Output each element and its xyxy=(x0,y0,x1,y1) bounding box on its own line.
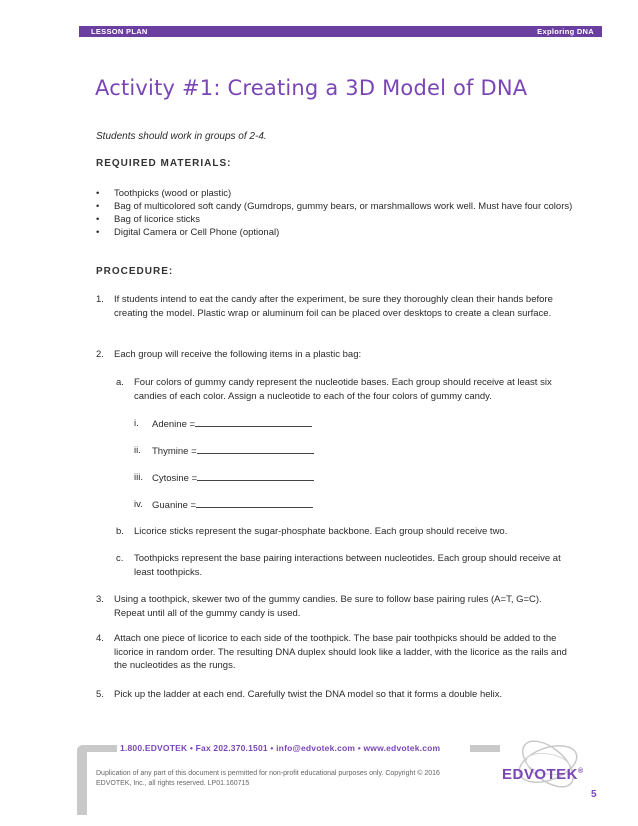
procedure-substep xyxy=(116,376,574,403)
step-text: Attach one piece of licorice to each side of the toothpick. The base pair toothpicks should be added to the licorice in random order. The resulting DNA duplex should look like a ladder, with the licorice as the rails and the nucleotides as the rungs. xyxy=(114,633,567,671)
base-assignment xyxy=(134,417,434,432)
base-label: Adenine = xyxy=(152,419,196,430)
base-numeral: iii. xyxy=(134,472,143,483)
copyright-notice xyxy=(96,769,456,789)
step-text: Using a toothpick, skewer two of the gummy candies. Be sure to follow base pairing rules (A=T, G=C). Repeat until all of the gummy candy is used. xyxy=(114,594,542,619)
step-text: Each group will receive the following items in a plastic bag: xyxy=(114,349,362,360)
header-topic-label: Exploring DNA xyxy=(537,27,594,36)
footer-bracket xyxy=(77,745,87,815)
procedure-step xyxy=(96,593,574,620)
step-number: 2. xyxy=(96,349,104,360)
copyright-line: EDVOTEK, Inc., all rights reserved. LP01.160715 xyxy=(96,780,250,787)
header-bar xyxy=(79,26,602,37)
registered-mark: ® xyxy=(578,768,584,775)
base-numeral: iv. xyxy=(134,499,143,510)
step-number: 1. xyxy=(96,294,104,305)
step-text: Pick up the ladder at each end. Carefully twist the DNA model so that it forms a double helix. xyxy=(114,689,503,700)
base-numeral: i. xyxy=(134,418,139,429)
procedure-substep xyxy=(116,552,574,579)
procedure-step xyxy=(96,348,574,362)
header-section-label: LESSON PLAN xyxy=(91,27,148,36)
substep-text: Four colors of gummy candy represent the nucleotide bases. Each group should receive at least six candies of each color. Assign a nucleotide to each of the four colors of gummy candy. xyxy=(134,377,552,402)
footer-divider xyxy=(77,745,117,752)
procedure-heading: PROCEDURE: xyxy=(96,266,174,277)
logo-text: EDVOTEK xyxy=(502,766,579,783)
substep-text: Toothpicks represent the base pairing interactions between nucleotides. Each group should receive at least toothpicks. xyxy=(134,553,561,578)
base-label: Thymine = xyxy=(152,446,197,457)
substep-letter: a. xyxy=(116,377,124,388)
step-number: 4. xyxy=(96,633,104,644)
materials-heading: REQUIRED MATERIALS: xyxy=(96,158,232,169)
footer-divider xyxy=(470,745,500,752)
contact-info: 1.800.EDVOTEK • Fax 202.370.1501 • info@edvotek.com • www.edvotek.com xyxy=(120,743,441,753)
base-assignment xyxy=(134,444,434,459)
page-title: Activity #1: Creating a 3D Model of DNA xyxy=(95,76,528,100)
substep-letter: c. xyxy=(116,553,124,564)
materials-list xyxy=(96,187,574,239)
base-numeral: ii. xyxy=(134,445,141,456)
base-assignment xyxy=(134,471,434,486)
list-item: • Bag of licorice sticks xyxy=(96,213,574,226)
page-number: 5 xyxy=(591,789,597,800)
blank-line xyxy=(195,417,312,427)
list-item: • Toothpicks (wood or plastic) xyxy=(96,187,574,200)
base-label: Guanine = xyxy=(152,500,197,511)
procedure-step xyxy=(96,293,574,320)
procedure-step xyxy=(96,688,574,702)
logo-wordmark xyxy=(502,766,584,783)
step-number: 5. xyxy=(96,689,104,700)
substep-text: Licorice sticks represent the sugar-phosphate backbone. Each group should receive two. xyxy=(134,526,508,537)
procedure-step xyxy=(96,632,574,673)
base-label: Cytosine = xyxy=(152,473,198,484)
copyright-line: Duplication of any part of this document is permitted for non-profit educational purposes only. Copyright © 2016 xyxy=(96,770,440,777)
blank-line xyxy=(196,498,313,508)
step-number: 3. xyxy=(96,594,104,605)
base-assignment xyxy=(134,498,434,513)
step-text: If students intend to eat the candy after the experiment, be sure they thoroughly clean their hands before creating the model. Plastic wrap or aluminum foil can be placed over desktops to create a clean surface. xyxy=(114,294,553,319)
procedure-substep xyxy=(116,525,574,539)
blank-line xyxy=(197,444,314,454)
list-item: • Bag of multicolored soft candy (Gumdrops, gummy bears, or marshmallows work well. Must have four colors) xyxy=(96,200,574,213)
intro-text: Students should work in groups of 2-4. xyxy=(96,131,267,142)
list-item: • Digital Camera or Cell Phone (optional) xyxy=(96,226,574,239)
substep-letter: b. xyxy=(116,526,124,537)
blank-line xyxy=(197,471,314,481)
